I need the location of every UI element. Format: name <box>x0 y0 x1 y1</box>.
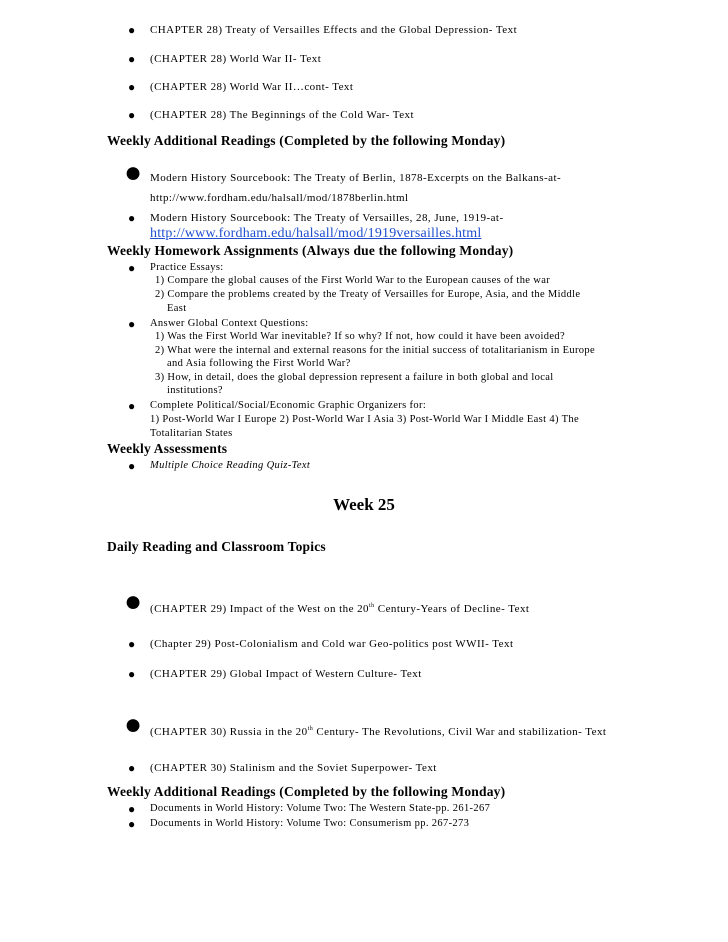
bullet-icon: ● <box>124 156 143 189</box>
bullet-icon: ● <box>128 211 136 225</box>
reading-url: http://www.fordham.edu/halsall/mod/1878berlin.html <box>150 192 409 204</box>
assignment-label: Answer Global Context Questions: <box>150 318 309 329</box>
section-heading: Weekly Assessments <box>107 441 228 456</box>
bullet-icon: ● <box>128 667 136 681</box>
reading-text: Modern History Sourcebook: The Treaty of Berlin, 1878-Excerpts on the Balkans-at- <box>150 172 562 184</box>
bullet-icon: ● <box>128 459 136 473</box>
week-title: Week 25 <box>333 495 395 514</box>
section-heading: Weekly Homework Assignments (Always due the following Monday) <box>107 243 514 258</box>
topic-item: (Chapter 29) Post-Colonialism and Cold war Geo-politics post WWII- Text <box>150 638 514 650</box>
bullet-icon: ● <box>128 23 136 37</box>
reading-item: Documents in World History: Volume Two: The Western State-pp. 261-267 <box>150 803 491 814</box>
assignment-question: 1) Was the First World War inevitable? If so why? If not, how could it have been avoided? <box>155 331 566 342</box>
topic-item: (CHAPTER 30) Russia in the 20th Century- The Revolutions, Civil War and stabilization- Text <box>150 726 607 738</box>
reading-text: Modern History Sourcebook: The Treaty of Versailles, 28, June, 1919-at- <box>150 212 504 224</box>
bullet-icon: ● <box>128 108 136 122</box>
bullet-icon: ● <box>124 708 143 741</box>
assignment-question: 1) Compare the global causes of the First World War to the European causes of the war <box>155 275 551 286</box>
topic-item: (CHAPTER 28) World War II…cont- Text <box>150 81 354 93</box>
bullet-icon: ● <box>124 585 143 618</box>
topic-item: (CHAPTER 29) Impact of the West on the 20th Century-Years of Decline- Text <box>150 603 530 615</box>
assignment-label: Practice Essays: <box>150 262 224 273</box>
assignment-question-cont: East <box>167 303 187 314</box>
assignment-question-cont: and Asia following the First World War? <box>167 358 351 369</box>
bullet-icon: ● <box>128 52 136 66</box>
section-heading: Weekly Additional Readings (Completed by the following Monday) <box>107 133 506 148</box>
topic-item: (CHAPTER 29) Global Impact of Western Culture- Text <box>150 668 422 680</box>
bullet-icon: ● <box>128 761 136 775</box>
assessment-item: Multiple Choice Reading Quiz-Text <box>150 460 311 471</box>
topic-item: (CHAPTER 28) World War II- Text <box>150 53 322 65</box>
assignment-question: 3) How, in detail, does the global depression represent a failure in both global and local <box>155 372 554 383</box>
bullet-icon: ● <box>128 80 136 94</box>
assignment-question: 2) Compare the problems created by the Treaty of Versailles for Europe, Asia, and the Middle <box>155 289 581 300</box>
bullet-icon: ● <box>128 817 136 831</box>
bullet-icon: ● <box>128 261 136 275</box>
assignment-detail: 1) Post-World War I Europe 2) Post-World War I Asia 3) Post-World War I Middle East 4) The <box>150 414 579 425</box>
topic-item: (CHAPTER 30) Stalinism and the Soviet Superpower- Text <box>150 762 437 774</box>
section-heading: Weekly Additional Readings (Completed by the following Monday) <box>107 784 506 799</box>
reading-link[interactable]: http://www.fordham.edu/halsall/mod/1919versailles.html <box>150 226 482 241</box>
bullet-icon: ● <box>128 399 136 413</box>
assignment-question-cont: institutions? <box>167 385 223 396</box>
assignment-detail: Totalitarian States <box>150 428 233 439</box>
section-heading: Daily Reading and Classroom Topics <box>107 539 326 554</box>
topic-item: CHAPTER 28) Treaty of Versailles Effects and the Global Depression- Text <box>150 24 518 36</box>
bullet-icon: ● <box>128 802 136 816</box>
bullet-icon: ● <box>128 637 136 651</box>
bullet-icon: ● <box>128 317 136 331</box>
assignment-label: Complete Political/Social/Economic Graphic Organizers for: <box>150 400 427 411</box>
assignment-question: 2) What were the internal and external reasons for the initial success of totalitarianism in Europe <box>155 345 596 356</box>
reading-item: Documents in World History: Volume Two: Consumerism pp. 267-273 <box>150 818 470 829</box>
topic-item: (CHAPTER 28) The Beginnings of the Cold War- Text <box>150 109 414 121</box>
